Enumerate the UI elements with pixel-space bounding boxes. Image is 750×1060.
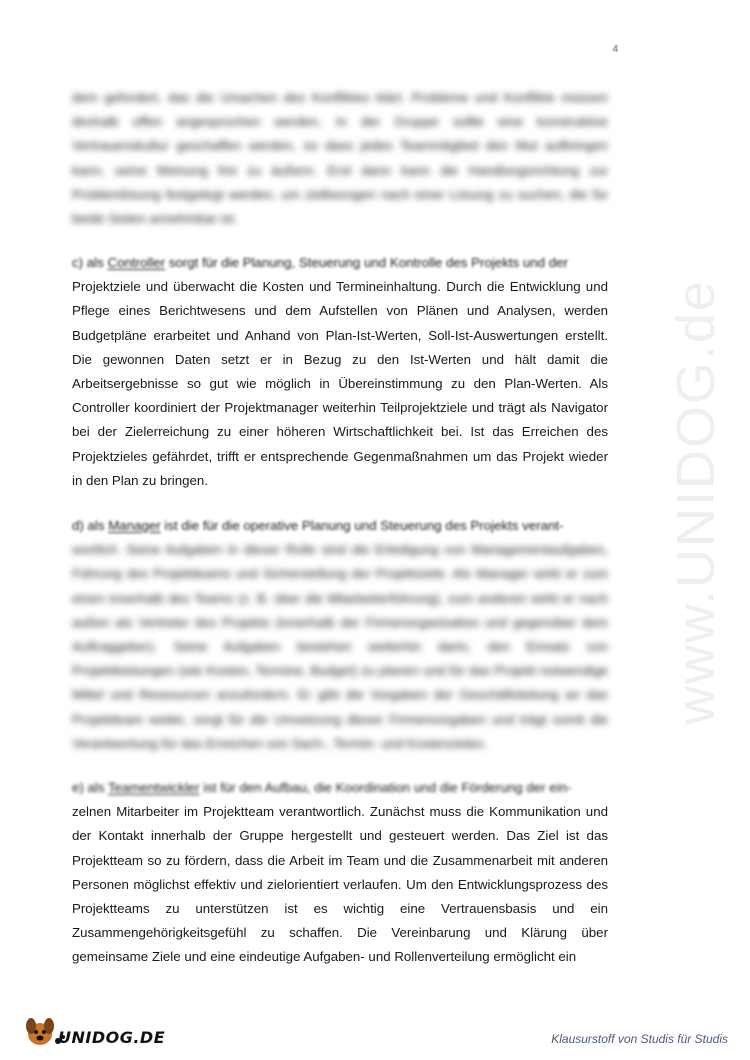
role-controller: Controller (107, 255, 166, 270)
paragraph-c-first-line-rest: sorgt für die Planung, Steuerung und Kontrolle des Projekts und der (165, 255, 568, 270)
paragraph-c (72, 251, 608, 493)
paragraph-c-first-line (72, 251, 608, 275)
paragraph-d-prefix: d) als (72, 518, 109, 533)
paragraph-e-prefix: e) als (72, 780, 108, 795)
paragraph-e-first-line-rest: ist für den Aufbau, die Koordination und die Förderung der ein- (199, 780, 572, 795)
footer-tagline: Klausurstoff von Studis für Studis (551, 1032, 728, 1046)
page-number: 4 (612, 44, 618, 55)
paragraph-e-first-line (72, 776, 608, 800)
paragraph-c-body: Projektziele und überwacht die Kosten und Termineinhaltung. Durch die Entwicklung und Pflege eines Berichtwesens und dem Aufstellen von Plänen und Analysen, werden Budgetpläne erarbeitet und Anhand von Plan-Ist-Werten, Soll-Ist-Auswertungen erstellt. Die gewonnen Daten setzt er in Bezug zu den Ist-Werten und hält damit die Arbeitsergebnisse so gut wie möglich in Übereinstimmung zu den Plan-Werten. Als Controller koordiniert der Projektmanager weiterhin Teilprojektziele und trägt als Navigator bei der Zielerreichung zu einer höheren Wirtschaftlichkeit bei. Ist das Erreichen des Projektzieles gefährdet, trifft er entsprechende Gegenmaßnahmen um das Projekt wieder in den Plan zu bringen. (72, 279, 608, 488)
paragraph-c-prefix: c) als (72, 255, 108, 270)
paragraph-d (72, 514, 608, 756)
paragraph-b-continued: dem gefordert, das die Ursachen des Konfliktes klärt. Probleme und Konflikte müssen deshalb offen angesprochen werden. In der Gruppe sollte eine konstruktive Vertrauenskultur geschaffen werden, so dass jedes Teammitglied den Mut aufbringen kann, seine Meinung frei zu äußern. Erst dann kann die Handlungsrichtung zur Problemlösung festgelegt werden, um zielbezogen nach einer Lösung zu suchen, die für beide Seiten annehmbar ist. (72, 90, 608, 227)
role-teamentwickler: Teamentwickler (107, 780, 200, 795)
watermark-text: www.UNIDOG.de (666, 278, 726, 725)
paragraph-d-first-line (72, 514, 608, 538)
paragraph-e (72, 776, 608, 970)
paragraph-e-body: zelnen Mitarbeiter im Projektteam verantwortlich. Zunächst muss die Kommunikation und der Kontakt innerhalb der Gruppe hergestellt und gesteuert werden. Das Ziel ist das Projektteam so zu fördern, dass die Arbeit im Team und die Zusammenarbeit mit anderen Personen möglichst effektiv und zielorientiert verlaufen. Um den Entwicklungsprozess des Projektteams zu unterstützen ist es wichtig eine Vertrauensbasis und ein Zusammengehörigkeitsgefühl zu schaffen. Die Vereinbarung und Klärung über gemeinsame Ziele und eine eindeutige Aufgaben- und Rollenverteilung ermöglicht ein (72, 804, 608, 965)
paragraph-d-body: wortlich. Seine Aufgaben in dieser Rolle sind die Erledigung von Managementaufgaben, Führung des Projektteams und Sicherstellung der Projektziele. Als Manager wirkt er zum einen innerhalb des Teams (z. B. über die Mitarbeiterführung), zum anderen wirkt er nach außen als Vertreter des Projekts (innerhalb der Firmenorganisation und gegenüber dem Auftraggeber). Seine Aufgaben bestehen weiterhin darin, den Einsatz von Projektleistungen (wie Kosten, Termine, Budget) zu planen und für das Projekt notwendige Mittel und Ressourcen anzufordern. Er gibt die Vorgaben der Geschäftsleitung an das Projektteam weiter, sorgt für die Umsetzung dieser Firmenvorgaben und trägt somit die Verantwortung für das Erreichen von Sach-, Termin- und Kostenzielen. (72, 542, 608, 751)
paragraph-d-first-line-rest: ist die für die operative Planung und Steuerung des Projekts verant- (160, 518, 564, 533)
logo-text: UNIDOG.DE (58, 1028, 166, 1047)
role-manager: Manager (108, 518, 161, 533)
